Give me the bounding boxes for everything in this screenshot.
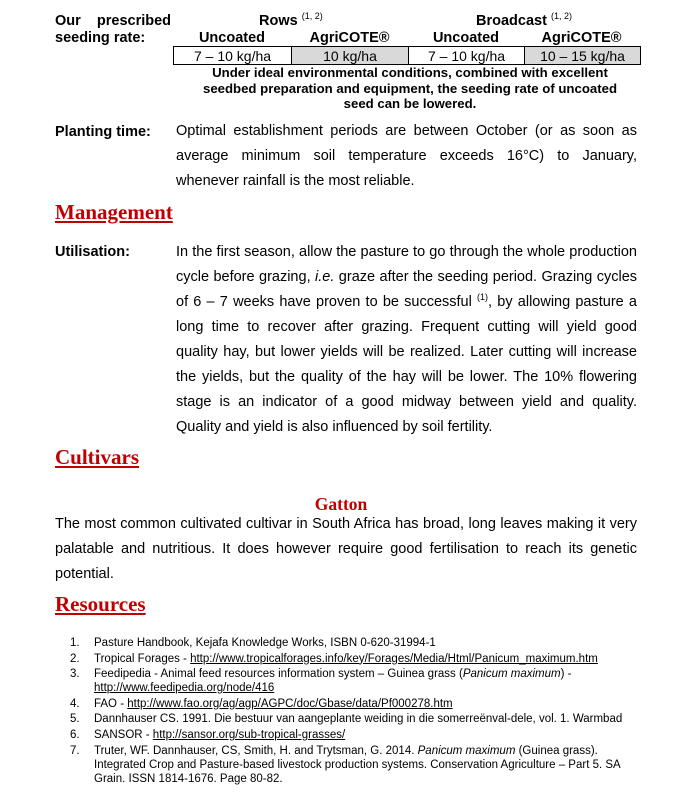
list-item: 3. Feedipedia - Animal feed resources information system – Guinea grass (Panicum maximum) - http://www.feedipedia.org/node/416 (70, 668, 572, 695)
col-header-rows-uncoated: Uncoated (198, 30, 266, 46)
rows-header: Rows $^{(1, 2)}$ (259, 11, 323, 29)
resources-list (70, 636, 640, 787)
seeding-rate-label-line2: seeding rate: (55, 30, 146, 46)
planting-time-label: Planting time: (55, 124, 151, 140)
col-header-rows-agricote: AgriCOTE® (309, 30, 390, 46)
fao-link[interactable]: http://www.fao.org/ag/agp/AGPC/doc/Gbase/data/Pf000278.htm (127, 697, 453, 710)
management-heading: Management (55, 200, 173, 224)
list-item: 5. Dannhauser CS. 1991. Die bestuur van aangeplante weiding in die somerreënval-dele, vol. 1. Warmbad (70, 713, 623, 726)
utilisation-label: Utilisation: (55, 244, 130, 260)
utilisation-footnote: (1) (477, 292, 489, 303)
list-item: 4. FAO - http://www.fao.org/ag/agp/AGPC/doc/Gbase/data/Pf000278.htm (70, 697, 453, 710)
broadcast-header: Broadcast $^{(1, 2)}$ (476, 11, 572, 29)
utilisation-text: In the first season, allow the pasture to go through the whole production cycle before grazing, i.e. graze after the seeding period. Grazing cycles of 6 – 7 weeks have proven to be successful $^{(1)}$, by allowing pasture a long time to recover after grazing. Frequent cutting will yield good quality hay, but lower yields will be realized. Later cutting will increase the yields, but the quality of the hay will be lower. The 10% flowering stage is an indicator of a good midway between yield and quality. Quality and yield is also influenced by soil fertility. (176, 244, 638, 435)
broadcast-footnote: (1, 2) (550, 11, 572, 22)
seeding-rate-table (173, 46, 641, 65)
planting-time-text: Optimal establishment periods are between October (or as soon as average minimum soil temperature exceeds 16°C) to January, whenever rainfall is the most reliable. (176, 123, 637, 189)
rate-rows-agricote: 10 kg/ha (292, 47, 409, 65)
feedipedia-link[interactable]: http://www.feedipedia.org/node/416 (94, 682, 275, 695)
list-item: 2. Tropical Forages - http://www.tropicalforages.info/key/Forages/Media/Html/Panicum_maximum.htm (70, 652, 598, 665)
list-item: 6. SANSOR - http://sansor.org/sub-tropical-grasses/ (70, 728, 346, 741)
tropical-forages-link[interactable]: http://www.tropicalforages.info/key/Forages/Media/Html/Panicum_maximum.htm (190, 652, 598, 665)
seeding-note: Under ideal environmental conditions, combined with excellent seedbed preparation and equipment, the seeding rate of uncoated seed can be lowered. (202, 65, 617, 111)
col-header-broadcast-agricote: AgriCOTE® (541, 30, 622, 46)
table-row (174, 47, 641, 65)
rows-footnote: (1, 2) (301, 11, 323, 22)
column-headers (173, 30, 639, 47)
cultivar-description: The most common cultivated cultivar in South Africa has broad, long leaves making it very palatable and nutritious. It does however require good fertilisation to reach its genetic potential. (55, 516, 637, 582)
seeding-rate-label (55, 13, 173, 47)
rate-rows-uncoated: 7 – 10 kg/ha (174, 47, 292, 65)
col-header-broadcast-uncoated: Uncoated (432, 30, 500, 46)
rate-broadcast-agricote: 10 – 15 kg/ha (525, 47, 641, 65)
ie-abbreviation: i.e. (315, 269, 335, 285)
cultivar-name: Gatton (314, 494, 368, 514)
cultivars-heading: Cultivars (55, 445, 139, 469)
seeding-rate-label-line1: Our prescribed (55, 13, 172, 29)
resources-heading: Resources (55, 592, 146, 616)
list-item: 7. Truter, WF. Dannhauser, CS, Smith, H. and Trytsman, G. 2014. Panicum maximum (Guinea grass). Integrated Crop and Pasture-based livestock production systems. Conservation Agriculture – Part 5. SA Grain. ISSN 1814-1676. Page 80-82. (70, 744, 621, 785)
sansor-link[interactable]: http://sansor.org/sub-tropical-grasses/ (152, 728, 346, 741)
rate-broadcast-uncoated: 7 – 10 kg/ha (409, 47, 525, 65)
list-item: 1. Pasture Handbook, Kejafa Knowledge Works, ISBN 0-620-31994-1 (70, 637, 436, 649)
